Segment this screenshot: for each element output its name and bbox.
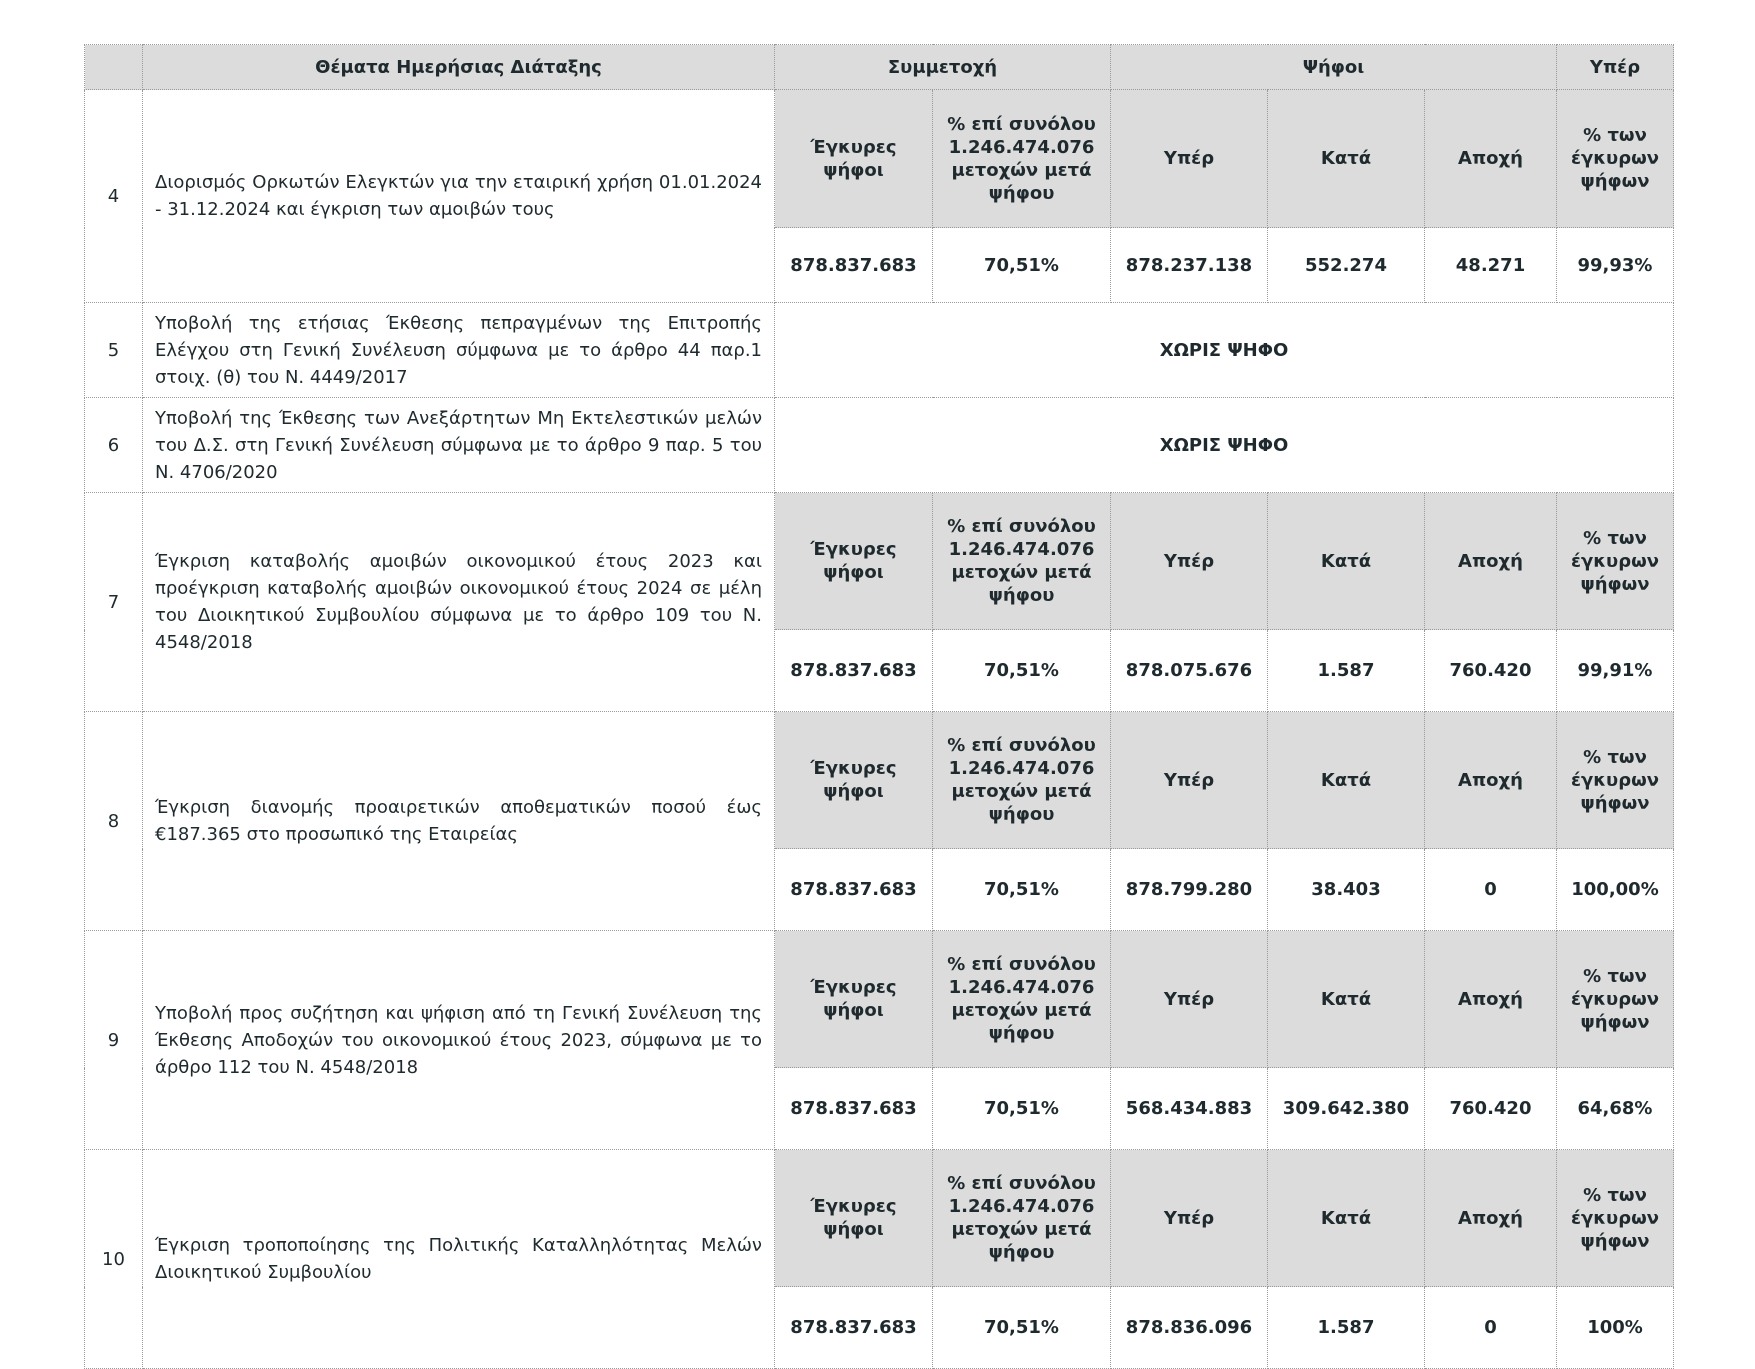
- subheader-valid-votes: Έγκυρες ψήφοι: [775, 90, 933, 228]
- subheader-valid-votes: Έγκυρες ψήφοι: [775, 931, 933, 1068]
- subheader-abstain: Αποχή: [1425, 931, 1557, 1068]
- percent-total-value: 70,51%: [933, 1287, 1111, 1369]
- table-row: [85, 493, 1674, 630]
- subheader-percent-valid: % των έγκυρων ψήφων: [1557, 931, 1674, 1068]
- item-topic: Έγκριση τροποποίησης της Πολιτικής Καταλληλότητας Μελών Διοικητικού Συμβουλίου: [143, 1150, 775, 1369]
- subheader-percent-total: % επί συνόλου 1.246.474.076 μετοχών μετά ψήφου: [933, 90, 1111, 228]
- for-value: 878.799.280: [1111, 849, 1268, 931]
- item-topic: Διορισμός Ορκωτών Ελεγκτών για την εταιρική χρήση 01.01.2024 - 31.12.2024 και έγκριση των αμοιβών τους: [143, 90, 775, 303]
- percent-valid-value: 99,93%: [1557, 228, 1674, 303]
- subheader-for: Υπέρ: [1111, 712, 1268, 849]
- header-votes: Ψήφοι: [1111, 45, 1557, 90]
- abstain-value: 0: [1425, 1287, 1557, 1369]
- subheader-abstain: Αποχή: [1425, 712, 1557, 849]
- against-value: 309.642.380: [1268, 1068, 1425, 1150]
- item-number: 9: [85, 931, 143, 1150]
- percent-valid-value: 64,68%: [1557, 1068, 1674, 1150]
- against-value: 1.587: [1268, 630, 1425, 712]
- subheader-percent-valid: % των έγκυρων ψήφων: [1557, 493, 1674, 630]
- table-row: [85, 931, 1674, 1068]
- abstain-value: 0: [1425, 849, 1557, 931]
- percent-total-value: 70,51%: [933, 849, 1111, 931]
- subheader-for: Υπέρ: [1111, 90, 1268, 228]
- valid-votes-value: 878.837.683: [775, 1068, 933, 1150]
- subheader-valid-votes: Έγκυρες ψήφοι: [775, 493, 933, 630]
- table-row: [85, 303, 1674, 398]
- subheader-percent-total: % επί συνόλου 1.246.474.076 μετοχών μετά ψήφου: [933, 493, 1111, 630]
- no-vote-label: ΧΩΡΙΣ ΨΗΦΟ: [775, 398, 1674, 493]
- subheader-abstain: Αποχή: [1425, 493, 1557, 630]
- abstain-value: 48.271: [1425, 228, 1557, 303]
- percent-valid-value: 99,91%: [1557, 630, 1674, 712]
- item-number: 5: [85, 303, 143, 398]
- for-value: 568.434.883: [1111, 1068, 1268, 1150]
- subheader-percent-valid: % των έγκυρων ψήφων: [1557, 1150, 1674, 1287]
- valid-votes-value: 878.837.683: [775, 849, 933, 931]
- subheader-against: Κατά: [1268, 90, 1425, 228]
- subheader-for: Υπέρ: [1111, 1150, 1268, 1287]
- subheader-against: Κατά: [1268, 493, 1425, 630]
- against-value: 1.587: [1268, 1287, 1425, 1369]
- item-topic: Υποβολή προς συζήτηση και ψήφιση από τη Γενική Συνέλευση της Έκθεσης Αποδοχών του οικονομικού έτους 2023, σύμφωνα με το άρθρο 112 του Ν. 4548/2018: [143, 931, 775, 1150]
- subheader-against: Κατά: [1268, 931, 1425, 1068]
- header-for: Υπέρ: [1557, 45, 1674, 90]
- valid-votes-value: 878.837.683: [775, 630, 933, 712]
- subheader-percent-total: % επί συνόλου 1.246.474.076 μετοχών μετά ψήφου: [933, 712, 1111, 849]
- no-vote-label: ΧΩΡΙΣ ΨΗΦΟ: [775, 303, 1674, 398]
- item-topic: Υποβολή της ετήσιας Έκθεσης πεπραγμένων της Επιτροπής Ελέγχου στη Γενική Συνέλευση σύμφωνα με το άρθρο 44 παρ.1 στοιχ. (θ) του Ν. 4449/2017: [143, 303, 775, 398]
- subheader-for: Υπέρ: [1111, 493, 1268, 630]
- table-row: [85, 1150, 1674, 1287]
- subheader-percent-total: % επί συνόλου 1.246.474.076 μετοχών μετά ψήφου: [933, 1150, 1111, 1287]
- item-number: 4: [85, 90, 143, 303]
- subheader-against: Κατά: [1268, 712, 1425, 849]
- subheader-valid-votes: Έγκυρες ψήφοι: [775, 1150, 933, 1287]
- abstain-value: 760.420: [1425, 1068, 1557, 1150]
- item-topic: Έγκριση καταβολής αμοιβών οικονομικού έτους 2023 και προέγκριση καταβολής αμοιβών οικονομικού έτους 2024 σε μέλη του Διοικητικού Συμβουλίου σύμφωνα με το άρθρο 109 του Ν. 4548/2018: [143, 493, 775, 712]
- table-row: [85, 90, 1674, 228]
- abstain-value: 760.420: [1425, 630, 1557, 712]
- voting-results-table: [84, 44, 1674, 1369]
- against-value: 552.274: [1268, 228, 1425, 303]
- item-topic: Έγκριση διανομής προαιρετικών αποθεματικών ποσού έως €187.365 στο προσωπικό της Εταιρείας: [143, 712, 775, 931]
- against-value: 38.403: [1268, 849, 1425, 931]
- item-number: 7: [85, 493, 143, 712]
- percent-total-value: 70,51%: [933, 1068, 1111, 1150]
- header-participation: Συμμετοχή: [775, 45, 1111, 90]
- for-value: 878.836.096: [1111, 1287, 1268, 1369]
- percent-total-value: 70,51%: [933, 228, 1111, 303]
- subheader-abstain: Αποχή: [1425, 90, 1557, 228]
- percent-valid-value: 100,00%: [1557, 849, 1674, 931]
- for-value: 878.237.138: [1111, 228, 1268, 303]
- item-number: 6: [85, 398, 143, 493]
- for-value: 878.075.676: [1111, 630, 1268, 712]
- table-row: [85, 712, 1674, 849]
- valid-votes-value: 878.837.683: [775, 1287, 933, 1369]
- percent-valid-value: 100%: [1557, 1287, 1674, 1369]
- subheader-percent-valid: % των έγκυρων ψήφων: [1557, 90, 1674, 228]
- header-blank: [85, 45, 143, 90]
- header-row: [85, 45, 1674, 90]
- subheader-percent-valid: % των έγκυρων ψήφων: [1557, 712, 1674, 849]
- valid-votes-value: 878.837.683: [775, 228, 933, 303]
- item-topic: Υποβολή της Έκθεσης των Ανεξάρτητων Μη Εκτελεστικών μελών του Δ.Σ. στη Γενική Συνέλευση σύμφωνα με το άρθρο 9 παρ. 5 του Ν. 4706/2020: [143, 398, 775, 493]
- subheader-percent-total: % επί συνόλου 1.246.474.076 μετοχών μετά ψήφου: [933, 931, 1111, 1068]
- subheader-against: Κατά: [1268, 1150, 1425, 1287]
- subheader-for: Υπέρ: [1111, 931, 1268, 1068]
- item-number: 8: [85, 712, 143, 931]
- header-topics: Θέματα Ημερήσιας Διάταξης: [143, 45, 775, 90]
- percent-total-value: 70,51%: [933, 630, 1111, 712]
- subheader-abstain: Αποχή: [1425, 1150, 1557, 1287]
- item-number: 10: [85, 1150, 143, 1369]
- table-row: [85, 398, 1674, 493]
- subheader-valid-votes: Έγκυρες ψήφοι: [775, 712, 933, 849]
